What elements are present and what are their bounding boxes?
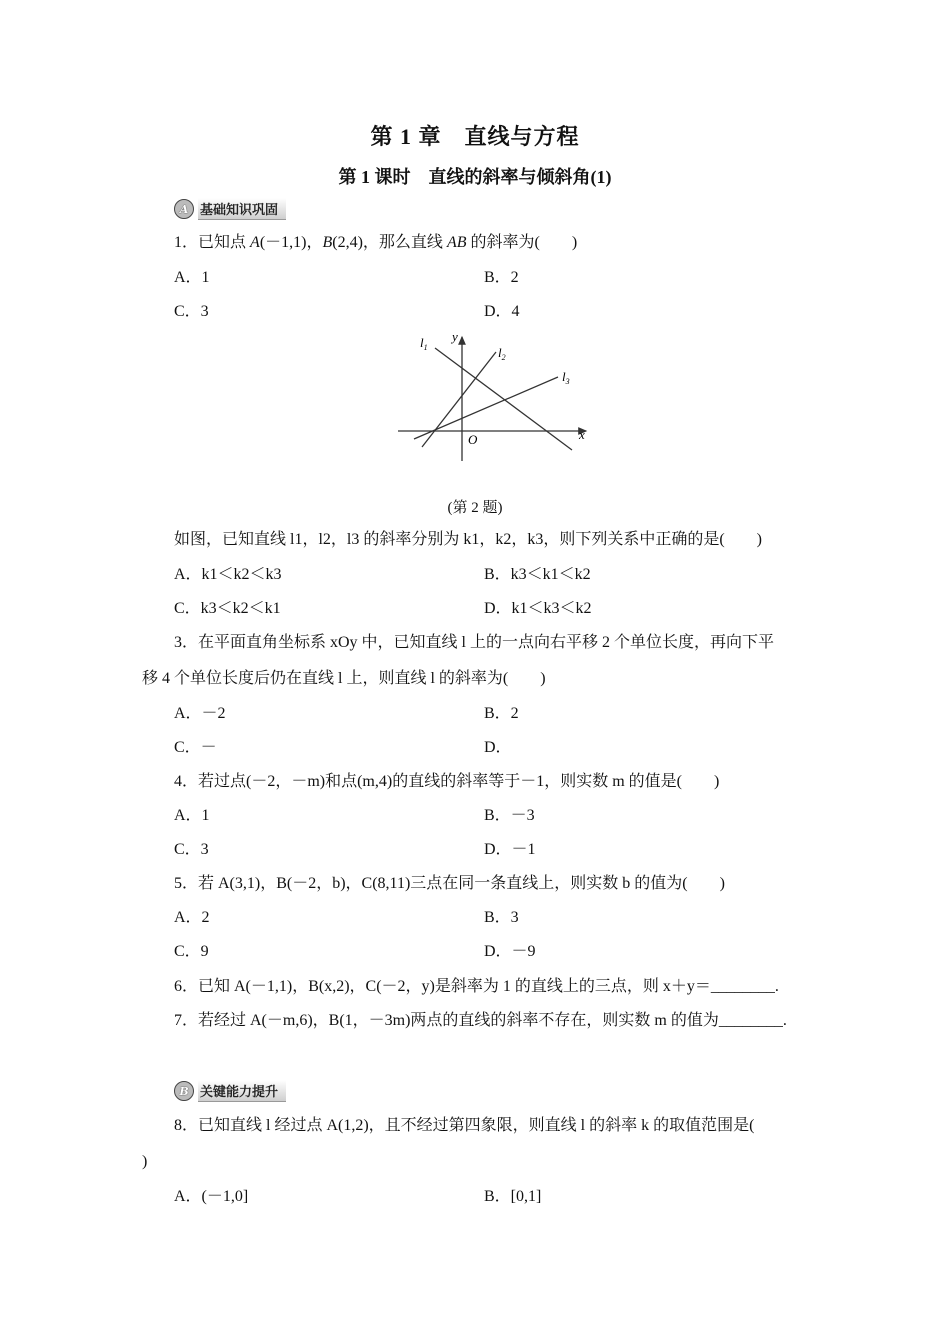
q8-option-b: B．[0,1] [484,1188,542,1205]
q1-text-c: (2,4)，那么直线 [332,234,447,251]
q2-option-c: C．k3＜k2＜k1 [174,600,281,617]
section-b-label: 关键能力提升 [198,1080,286,1102]
q1-option-d: D．4 [484,303,520,320]
figure-caption: (第 2 题) [447,500,503,516]
q2-option-d: D．k1＜k3＜k2 [484,600,592,617]
question-8-line-2: ) [142,1153,148,1170]
chapter-title: 第 1 章 直线与方程 [370,124,580,149]
q3-option-a: A．－2 [174,705,226,722]
q4-option-b: B．－3 [484,807,535,824]
section-a-label: 基础知识巩固 [198,198,286,220]
q1-option-c: C．3 [174,303,209,320]
label-l3: $l_3$ [562,369,570,386]
q5-option-d: D．－9 [484,943,536,960]
q1-point-a: A [250,234,260,251]
label-l1: $l_1$ [420,335,428,352]
coordinate-figure [390,325,600,470]
q2-option-b: B．k3＜k1＜k2 [484,566,591,583]
section-b-badge [174,1080,286,1102]
q1-line: AB [446,234,467,251]
question-3-line-1: 3．在平面直角坐标系 xOy 中，已知直线 l 上的一点向右平移 2 个单位长度，再向下平 [174,634,775,651]
question-1 [174,233,577,253]
q1-number: 1． [174,234,199,251]
q1-text-b: (－1,1)， [259,234,323,251]
question-2: 如图，已知直线 l1，l2，l3 的斜率分别为 k1，k2，k3，则下列关系中正确的是( ) [174,531,762,548]
section-b-icon: B [174,1081,194,1101]
q2-option-a: A．k1＜k2＜k3 [174,566,282,583]
question-6: 6．已知 A(－1,1)，B(x,2)，C(－2，y)是斜率为 1 的直线上的三点，则 x＋y＝________. [174,978,779,995]
section-a-badge [174,198,286,220]
q5-option-b: B．3 [484,909,519,926]
q3-option-d: D． [484,739,512,756]
question-5: 5．若 A(3,1)，B(－2，b)，C(8,11)三点在同一条直线上，则实数 b 的值为( ) [174,875,725,892]
q5-option-a: A．2 [174,909,210,926]
q1-option-b: B．2 [484,269,519,286]
q8-option-a: A．(－1,0] [174,1188,249,1205]
question-4: 4．若过点(－2，－m)和点(m,4)的直线的斜率等于－1，则实数 m 的值是( ) [174,773,720,790]
line-l1 [435,348,572,450]
q1-text-d: 的斜率为( ) [466,234,578,251]
section-a-icon: A [174,199,194,219]
q4-option-d: D．－1 [484,841,536,858]
q4-option-a: A．1 [174,807,210,824]
label-l2: $l_2$ [498,345,506,362]
q1-option-a: A．1 [174,269,210,286]
q1-point-b: B [322,234,333,251]
question-7: 7．若经过 A(－m,6)，B(1，－3m)两点的直线的斜率不存在，则实数 m 的值为________. [174,1012,787,1029]
label-x: x [579,427,585,442]
question-8-line-1: 8．已知直线 l 经过点 A(1,2)，且不经过第四象限，则直线 l 的斜率 k 的取值范围是( [174,1117,755,1134]
label-origin: O [468,432,478,447]
q5-option-c: C．9 [174,943,209,960]
question-3-line-2: 移 4 个单位长度后仍在直线 l 上，则直线 l 的斜率为( ) [142,670,546,687]
q4-option-c: C．3 [174,841,209,858]
label-y: y [452,329,458,344]
lesson-title: 第 1 课时 直线的斜率与倾斜角(1) [338,167,612,187]
q1-text-a: 已知点 [198,234,251,251]
q3-option-b: B．2 [484,705,519,722]
q3-option-c: C．－ [174,739,217,756]
